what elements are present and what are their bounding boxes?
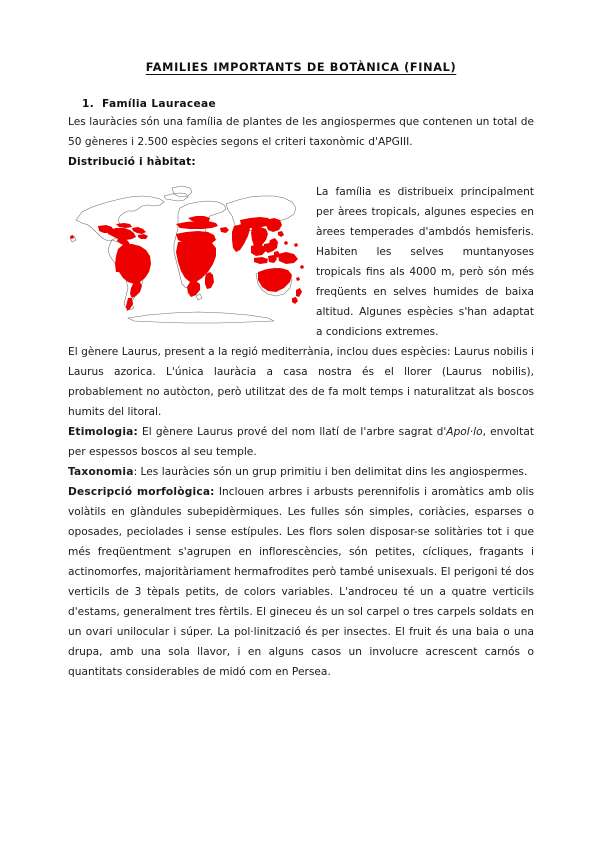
morphology-label: Descripció morfològica: (68, 486, 215, 498)
distribution-label: Distribució i hàbitat: (68, 156, 196, 168)
taxonomy-text: : Les lauràcies són un grup primitiu i ben delimitat dins les angiospermes. (133, 466, 528, 478)
world-map-svg (68, 178, 304, 326)
page-title (68, 60, 534, 76)
etymology-italic-word: Apol·lo (446, 426, 483, 438)
etymology-text-before: El gènere Laurus prové del nom llatí de l'arbre sagrat d' (137, 426, 447, 438)
morphology-text: Inclouen arbres i arbusts perennifolis i aromàtics amb olis volàtils en glàndules subepidèrmiques. Les fulles són simples, coriàcies, esparses o oposades, peciolades i sense estípules. Les flors solen disposar-se solitàries tot i que més freqüentment s'agrupen en inflorescències, són petites, cícliques, fragants i actinomorfes, majoritàriament hermafrodites però també unisexuals. El perigoni té dos verticils de 3 tèpals petits, de colors variables. L'androceu té un a quatre verticils d'estams, generalment tres fèrtils. El gineceu és un sol carpel o tres carpels soldats en un ovari unilocular i súper. La pol·linització és per insectes. El fruit és una baia o una drupa, amb una sola llavor, i en alguns casos un involucre acrescent carnós o quantitats considerables de midó com en Persea. (68, 486, 535, 678)
etymology-text-after: , envoltat per espessos boscos al seu temple. (68, 426, 534, 458)
morphology-paragraph (68, 482, 534, 682)
etymology-paragraph (68, 422, 534, 462)
genus-paragraph: El gènere Laurus, present a la regió mediterrània, inclou dues espècies: Laurus nobilis i Laurus azorica. L'única lauràcia a casa nostra és el llorer (Laurus nobilis), probablement no autòcton, però utilitzat des de fa molt temps i naturalitzat als boscos humits del litoral. (68, 346, 534, 418)
map-and-text-row (68, 178, 534, 342)
etymology-label: Etimologia: (68, 426, 138, 438)
taxonomy-paragraph (68, 462, 534, 482)
taxonomy-label: Taxonomia (68, 466, 134, 478)
document-content (68, 60, 534, 682)
intro-paragraph: Les lauràcies són una família de plantes de les angiospermes que contenen un total de 50 gèneres i 2.500 espècies segons el criteri taxonòmic d'APGIII. (68, 116, 534, 148)
section-heading (82, 97, 534, 112)
page-title-text: FAMILIES IMPORTANTS DE BOTÀNICA (FINAL) (145, 61, 457, 74)
world-distribution-map (68, 178, 304, 326)
map-side-paragraph: La família es distribueix principalment per àrees tropicals, algunes especies en àrees temperades d'ambdós hemisferis. Habiten les selves muntanyoses tropicals fins als 4000 m, però són més freqüents en selves humides de baixa altitud. Algunes espècies s'han adaptat a condicions extremes. (316, 186, 534, 338)
section-name: Família Lauraceae (102, 98, 217, 110)
section-number: 1. (82, 98, 95, 110)
